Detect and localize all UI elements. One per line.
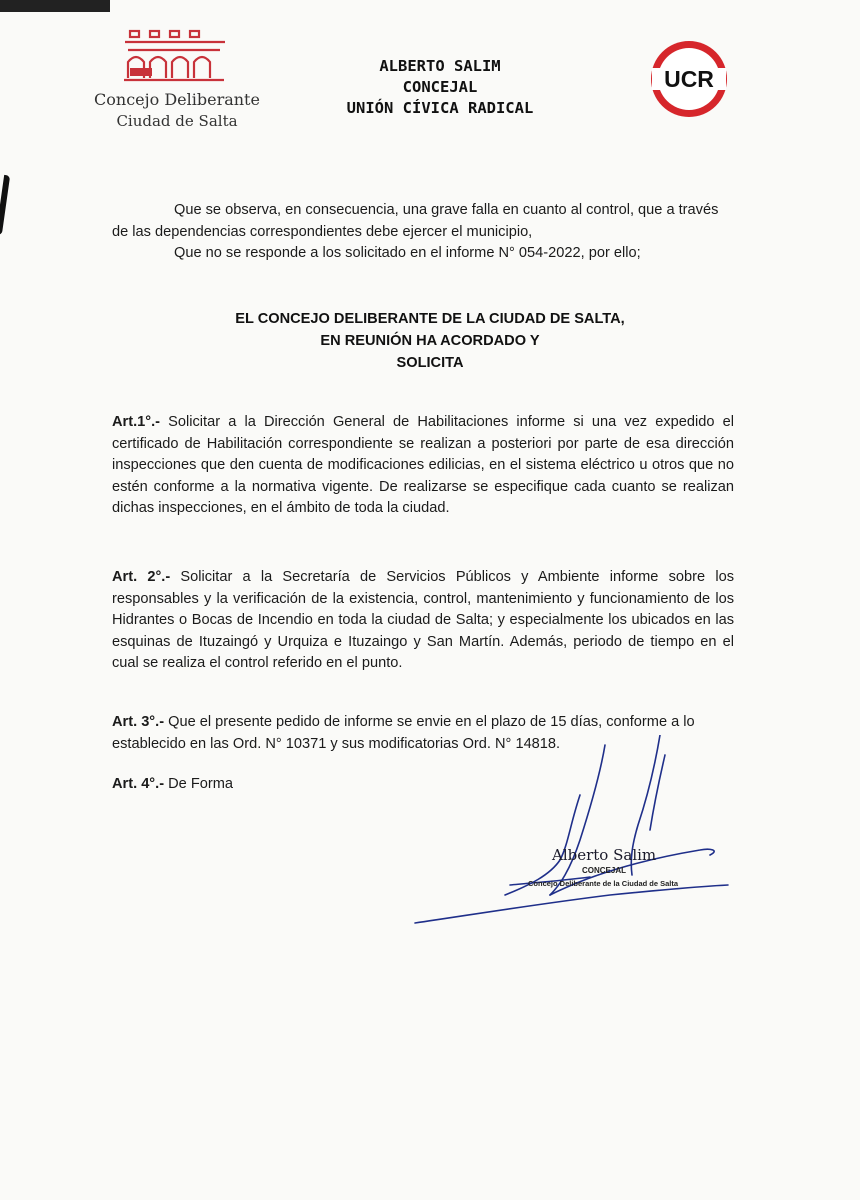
article-1 bbox=[112, 412, 734, 520]
resolution-line-3: SOLICITA bbox=[396, 355, 464, 371]
letterhead-title bbox=[290, 56, 590, 119]
article-label: Art. 4°.- bbox=[112, 776, 165, 792]
councillor-name: ALBERTO SALIM bbox=[379, 57, 501, 75]
stamp-role: CONCEJAL bbox=[582, 866, 627, 875]
article-label: Art.1°.- bbox=[112, 414, 160, 430]
article-label: Art. 2°.- bbox=[112, 569, 171, 585]
concejo-logo bbox=[92, 28, 262, 138]
scan-edge-shadow bbox=[0, 0, 110, 12]
org-name-line1: Concejo Deliberante bbox=[94, 90, 260, 109]
councillor-role: CONCEJAL bbox=[402, 78, 478, 96]
article-text: Solicitar a la Dirección General de Habilitaciones informe si una vez expedido el certificado de Habilitación correspondiente se realizan a posteriori por parte de esa dirección inspecciones que den cuenta de modificaciones edilicias, en el sistema eléctrico u otros que no estén conforme a la normativa vigente. De realizarse se especifique cada cuanto se realizan dichas inspecciones, en el ámbito de toda la ciudad. bbox=[112, 414, 734, 516]
stamp-name: Alberto Salim bbox=[552, 846, 657, 864]
ucr-logo-text: UCR bbox=[664, 66, 714, 92]
handwritten-signature bbox=[410, 735, 740, 935]
ucr-logo bbox=[648, 38, 730, 120]
resolution-line-2: EN REUNIÓN HA ACORDADO Y bbox=[320, 333, 540, 349]
party-name: UNIÓN CÍVICA RADICAL bbox=[346, 99, 534, 117]
intro-paragraph-2: Que no se responde a los solicitado en el informe N° 054-2022, por ello; bbox=[174, 245, 641, 261]
resolution-line-1: EL CONCEJO DELIBERANTE DE LA CIUDAD DE SALTA, bbox=[235, 311, 625, 327]
article-text: Solicitar a la Secretaría de Servicios Públicos y Ambiente informe sobre los responsables y la verificación de la existencia, control, mantenimiento y funcionamiento de los Hidrantes o Bocas de Incendio en toda la ciudad de Salta; y especialmente los ubicados en las esquinas de Ituzaingó y Urquiza e Ituzaingo y San Martín. Además, periodo de tiempo en el cual se realiza el control referido en el punto. bbox=[112, 569, 734, 671]
building-arches-icon bbox=[120, 28, 230, 88]
intro-paragraph-1: Que se observa, en consecuencia, una grave falla en cuanto al control, que a través de las dependencias correspondientes debe ejercer el municipio, bbox=[112, 202, 719, 240]
article-text: Que el presente pedido de informe se envie en el plazo de 15 días, conforme a lo establecido en las Ord. N° 10371 y sus modificatorias Ord. N° 14818. bbox=[112, 714, 695, 752]
resolution-heading bbox=[110, 308, 750, 374]
org-name-line2: Ciudad de Salta bbox=[116, 112, 238, 130]
article-2 bbox=[112, 567, 734, 675]
stamp-org: Concejo Deliberante de la Ciudad de Salta bbox=[528, 879, 679, 888]
article-text: De Forma bbox=[164, 776, 233, 792]
scan-edge-mark bbox=[0, 175, 10, 235]
article-label: Art. 3°.- bbox=[112, 714, 165, 730]
